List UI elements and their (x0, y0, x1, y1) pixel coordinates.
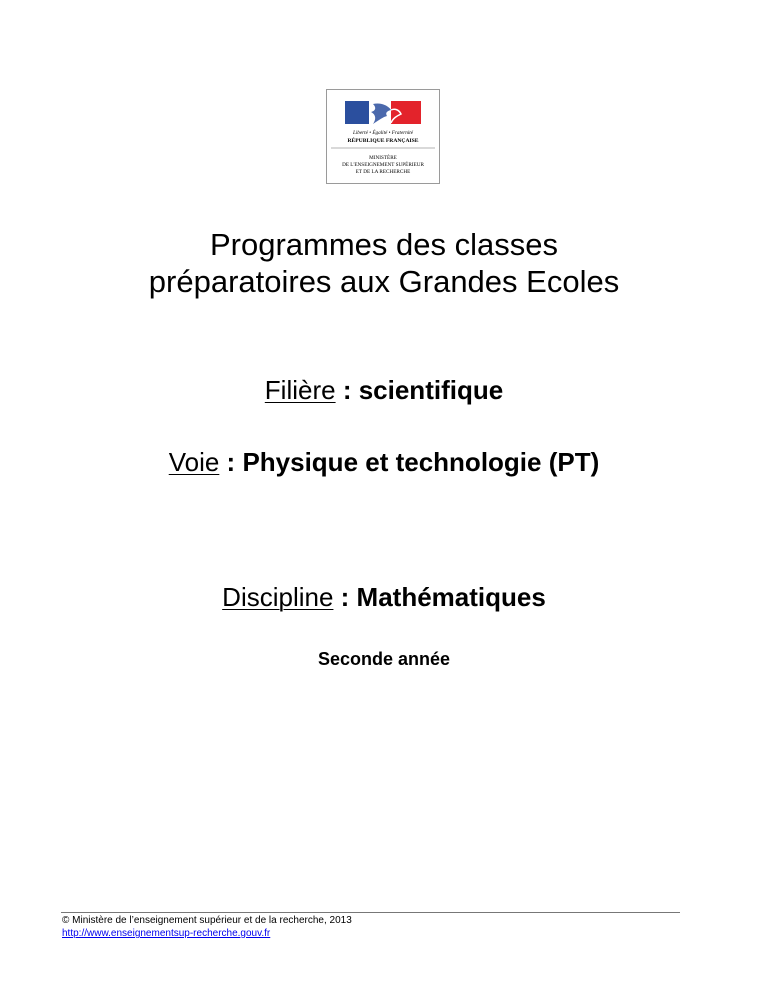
logo-ministry-line1: MINISTÈRE (369, 155, 397, 161)
logo-motto: Liberté • Égalité • Fraternité (352, 130, 414, 136)
filiere-row (0, 374, 768, 406)
ministry-logo (326, 89, 440, 184)
document-title-line2: préparatoires aux Grandes Ecoles (148, 264, 620, 299)
logo-red-band (391, 101, 421, 124)
year-label: Seconde année (317, 649, 451, 669)
footer-divider (61, 912, 680, 913)
discipline-label: Discipline (222, 582, 334, 612)
voie-row (0, 446, 768, 478)
document-title-line1: Programmes des classes (209, 227, 558, 262)
logo-ministry-line2: DE L'ENSEIGNEMENT SUPÉRIEUR (342, 162, 424, 168)
logo-republic: RÉPUBLIQUE FRANÇAISE (347, 138, 419, 144)
logo-blue-band (345, 101, 369, 124)
discipline-row (0, 581, 768, 613)
voie-separator: : (219, 447, 243, 477)
voie-value: Physique et technologie (PT) (242, 447, 600, 477)
filiere-separator: : (335, 375, 359, 405)
marianne-logo-graphic (327, 90, 439, 183)
discipline-separator: : (333, 582, 357, 612)
filiere-label: Filière (264, 375, 336, 405)
footer-link[interactable]: http://www.enseignementsup-recherche.gouv.fr (62, 928, 271, 939)
discipline-value: Mathématiques (356, 582, 546, 612)
filiere-value: scientifique (358, 375, 504, 405)
footer-copyright: © Ministère de l’enseignement supérieur et de la recherche, 2013 (62, 915, 352, 926)
logo-ministry-line3: ET DE LA RECHERCHE (355, 169, 411, 175)
voie-label: Voie (168, 447, 220, 477)
